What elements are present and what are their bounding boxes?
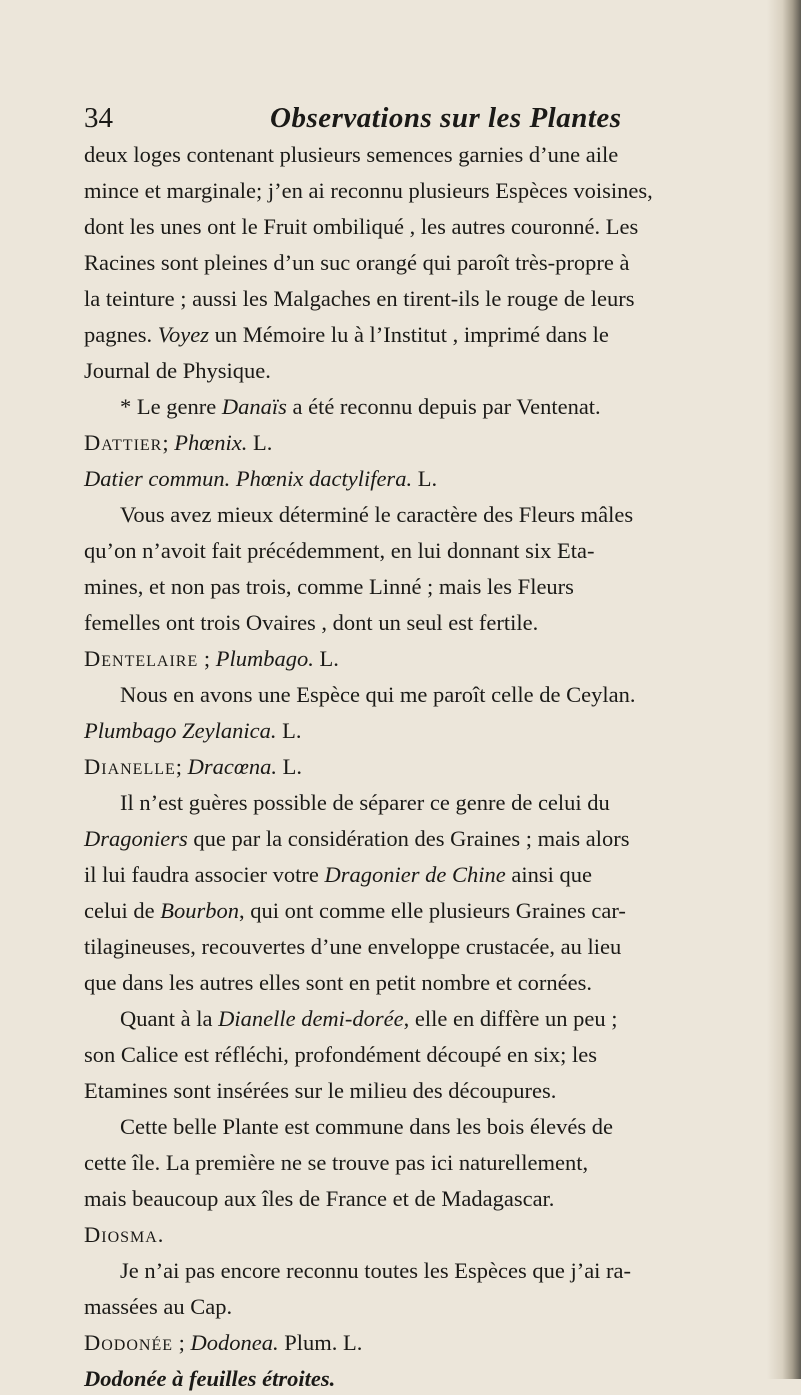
text-line — [84, 174, 653, 207]
text-segment: il lui faudra associer votre — [84, 862, 325, 887]
text-line — [84, 570, 574, 603]
text-line — [120, 678, 635, 711]
text-line — [84, 1290, 232, 1323]
text-segment: deux loges contenant plusieurs semences garnies d’une aile — [84, 142, 619, 167]
text-line — [84, 606, 538, 639]
text-segment: un Mémoire lu à l’Institut , imprimé dans le — [208, 322, 609, 347]
text-segment: Dodonea. — [190, 1330, 279, 1355]
text-segment: Dodonée — [84, 1330, 174, 1355]
text-segment: la teinture ; aussi les Malgaches en tirent-ils le rouge de leurs — [84, 286, 635, 311]
text-segment: L. — [276, 718, 302, 743]
text-line — [84, 822, 630, 855]
text-segment: ; — [162, 430, 175, 455]
text-segment: Nous en avons une Espèce qui me paroît celle de Ceylan. — [120, 682, 636, 707]
text-segment: Danaïs — [221, 394, 287, 419]
text-line — [84, 318, 609, 351]
text-segment: Bourbon — [160, 898, 239, 923]
text-segment: dont les unes ont le Fruit ombiliqué , les autres couronné. Les — [84, 214, 639, 239]
text-segment: Quant à la — [120, 1006, 219, 1031]
text-segment: Datier commun. Phœnix dactylifera. — [84, 466, 413, 491]
text-segment: Je n’ai pas encore reconnu toutes les Espèces que j’ai ra- — [120, 1258, 632, 1283]
text-line — [84, 534, 594, 567]
text-line — [84, 858, 592, 891]
text-segment: , qui ont comme elle plusieurs Graines car- — [238, 898, 626, 923]
entry-heading — [84, 1218, 164, 1251]
text-line — [84, 282, 634, 315]
entry-heading — [84, 750, 302, 783]
text-segment: L. — [247, 430, 273, 455]
text-segment: Racines sont pleines d’un suc orangé qui paroît très-propre à — [84, 250, 630, 275]
text-segment: mince et marginale; j’en ai reconnu plusieurs Espèces voisines, — [84, 178, 653, 203]
text-segment: Il n’est guères possible de séparer ce genre de celui du — [120, 790, 610, 815]
text-segment: Phœnix. — [174, 430, 248, 455]
text-segment: L. — [313, 646, 339, 671]
text-segment: Vous avez mieux déterminé le caractère des Fleurs mâles — [120, 502, 634, 527]
text-line — [120, 1002, 618, 1035]
entry-heading — [84, 1326, 362, 1359]
text-segment: Plumbago Zeylanica. — [84, 718, 277, 743]
text-segment: Diosma. — [84, 1222, 165, 1247]
text-line — [120, 498, 633, 531]
text-line — [120, 1110, 613, 1143]
text-segment: Dentelaire — [84, 646, 199, 671]
text-segment: * Le genre — [120, 394, 222, 419]
text-line — [84, 930, 621, 963]
text-segment: , elle en diffère un peu ; — [403, 1006, 618, 1031]
text-segment: Dodonée à feuilles étroites. — [84, 1366, 336, 1391]
text-segment: Journal de Physique. — [84, 358, 271, 383]
text-segment: Dianelle demi-dorée — [218, 1006, 404, 1031]
text-line — [84, 1146, 588, 1179]
text-line — [84, 1074, 556, 1107]
text-line — [84, 354, 271, 387]
text-line — [84, 1182, 554, 1215]
text-segment: Cette belle Plante est commune dans les bois élevés de — [120, 1114, 613, 1139]
text-segment: femelles ont trois Ovaires , dont un seul est fertile. — [84, 610, 539, 635]
text-segment: mais beaucoup aux îles de France et de Madagascar. — [84, 1186, 555, 1211]
text-line — [120, 1254, 631, 1287]
text-segment: son Calice est réfléchi, profondément découpé en six; les — [84, 1042, 597, 1067]
text-segment: Plum. L. — [278, 1330, 363, 1355]
text-segment: Plumbago. — [215, 646, 314, 671]
page-header — [84, 98, 714, 138]
text-line — [84, 1038, 597, 1071]
page-edge-shadow — [767, 0, 801, 1379]
text-segment: Voyez — [157, 322, 209, 347]
entry-subheading — [84, 714, 301, 747]
text-line — [84, 894, 626, 927]
text-segment: ainsi que — [505, 862, 593, 887]
text-line — [120, 786, 610, 819]
text-segment: tilagineuses, recouvertes d’une enveloppe crustacée, au lieu — [84, 934, 622, 959]
text-segment: Dattier — [84, 430, 163, 455]
text-segment: ; — [175, 754, 188, 779]
text-segment: L. — [277, 754, 303, 779]
text-segment: Dianelle — [84, 754, 176, 779]
text-segment: mines, et non pas trois, comme Linné ; mais les Fleurs — [84, 574, 574, 599]
text-segment: pagnes. — [84, 322, 158, 347]
entry-heading — [84, 426, 272, 459]
page-number: 34 — [84, 102, 113, 134]
running-title: Observations sur les Plantes — [270, 102, 622, 134]
text-segment: cette île. La première ne se trouve pas ici naturellement, — [84, 1150, 589, 1175]
text-segment: que par la considération des Graines ; mais alors — [187, 826, 630, 851]
text-line — [84, 246, 629, 279]
entry-heading — [84, 642, 339, 675]
text-segment: celui de — [84, 898, 161, 923]
text-segment: qu’on n’avoit fait précédemment, en lui donnant six Eta- — [84, 538, 595, 563]
text-segment: massées au Cap. — [84, 1294, 233, 1319]
text-line — [84, 966, 592, 999]
text-segment: L. — [412, 466, 438, 491]
entry-subheading — [84, 462, 437, 495]
text-segment: Etamines sont insérées sur le milieu des découpures. — [84, 1078, 557, 1103]
text-line — [84, 210, 638, 243]
text-segment: ; — [198, 646, 216, 671]
text-segment: Dracœna. — [187, 754, 278, 779]
text-segment: a été reconnu depuis par Ventenat. — [286, 394, 601, 419]
text-segment: Dragonier de Chine — [324, 862, 506, 887]
text-line — [84, 138, 618, 171]
footnote-line — [120, 390, 601, 423]
text-segment: Dragoniers — [84, 826, 188, 851]
text-segment: que dans les autres elles sont en petit nombre et cornées. — [84, 970, 592, 995]
text-segment: ; — [173, 1330, 191, 1355]
